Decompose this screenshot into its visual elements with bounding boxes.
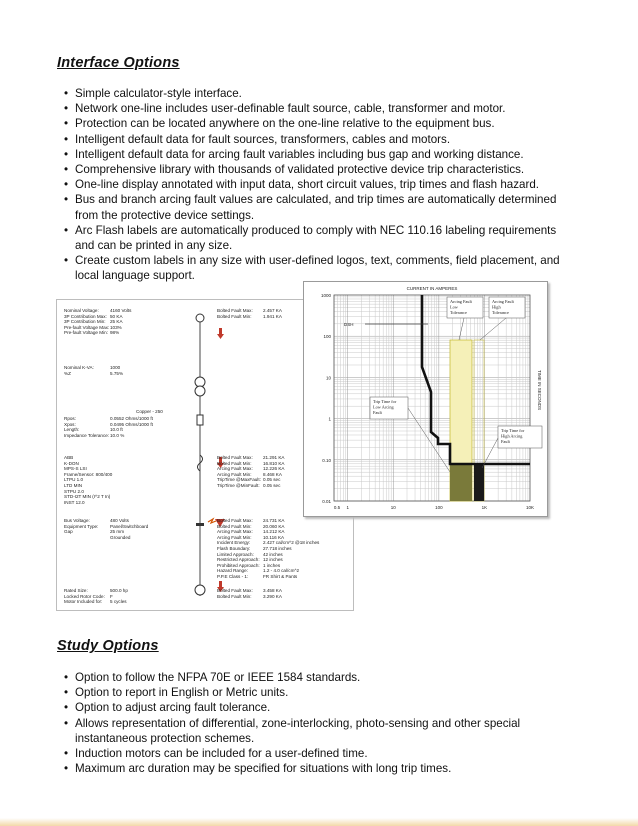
data-label: Length:	[64, 427, 80, 433]
data-value: 0.0495 Ohms/1000 ft	[110, 421, 153, 427]
data-value: 5.75%	[110, 370, 124, 376]
x-tick-label: 100	[435, 505, 443, 510]
data-row	[64, 371, 144, 377]
callout-line: Arcing Fault	[492, 299, 514, 304]
callout-line: Low	[450, 304, 458, 310]
data-value: Panel/Switchboard	[110, 523, 149, 529]
data-label: Arcing Fault Min:	[217, 534, 252, 540]
callout-line: Trip Time for	[501, 428, 525, 433]
data-value: 20.060 KA	[263, 523, 285, 529]
data-value: 24.731 KA	[263, 518, 285, 523]
callout-line: High Arcing	[501, 433, 523, 439]
data-label: Locked Rotor Code:	[64, 593, 105, 599]
x-tick-label: 10	[390, 505, 396, 510]
interface-options-list	[64, 86, 564, 284]
breaker-data	[64, 455, 112, 505]
breaker-line: MPS-S LSI	[64, 466, 87, 472]
breaker-line: STD-I2T MIN (I^2 T In)	[64, 494, 111, 500]
data-value: 1.2 - 4.0 cal/cm^2	[263, 568, 300, 574]
time-current-curve-chart	[303, 281, 548, 517]
data-row	[64, 433, 144, 439]
data-value: 0.05 sec	[263, 482, 281, 488]
y-tick-label: 0.10	[322, 457, 331, 463]
y-tick-label: 1	[328, 416, 331, 422]
bullet-item: • Intelligent default data for arcing fault variables including bus gap and working distance.	[64, 147, 564, 162]
callout-line: Tolerance	[450, 310, 467, 315]
bullet-item: • Simple calculator-style interface.	[64, 86, 564, 101]
data-value: 5 cycles	[110, 599, 127, 605]
data-label: Incident Energy:	[217, 540, 251, 546]
data-label: Bolted Fault Max:	[217, 588, 253, 593]
bullet-item: • Comprehensive library with thousands of validated protective device trip characteristics.	[64, 162, 564, 177]
data-label: Nominal K-VA:	[64, 365, 94, 370]
data-label: Pre-fault Voltage Min:	[64, 330, 108, 336]
data-value: 16.810 KA	[263, 460, 285, 466]
trip-low-block	[450, 464, 472, 501]
data-value: 2.427 cal/cm^2 @18 inches	[263, 540, 320, 546]
x-tick-label: 1K	[481, 505, 488, 510]
bullet-item: • Network one-line includes user-definable fault source, cable, transformer and motor.	[64, 101, 564, 116]
bullet-item: • Option to report in English or Metric units.	[64, 685, 544, 700]
data-value: 12 inches	[263, 557, 283, 563]
data-label: Bolted Fault Min:	[217, 460, 252, 466]
data-label: Bolted Fault Min:	[217, 593, 252, 599]
callout-line: Fault	[373, 410, 382, 415]
y-tick-label: 1000	[320, 293, 331, 298]
data-value: 25 mm	[110, 529, 125, 535]
breaker-line: Frame/Sensor: 800/400	[64, 471, 113, 477]
data-label: Rpos:	[64, 416, 77, 421]
data-label: P.P.E Class - 1:	[217, 573, 249, 579]
data-label: Rated Size:	[64, 588, 88, 593]
data-label: Prohibited Approach:	[217, 562, 260, 568]
data-value: 14.212 KA	[263, 529, 285, 535]
data-value: 4160 Volts	[110, 308, 132, 313]
data-value: 0.0552 Ohms/1000 ft	[110, 416, 153, 421]
data-label: Bolted Fault Min:	[217, 523, 252, 529]
bullet-item: • Allows representation of differential, zone-interlocking, photo-sensing and other special instantaneous protection schemes.	[64, 716, 544, 746]
data-label: Arcing Fault Max:	[217, 529, 253, 535]
transformer-data	[64, 365, 144, 376]
data-label: Xpos:	[64, 421, 76, 427]
data-row	[64, 535, 144, 541]
bullet-item: • Arc Flash labels are automatically produced to comply with NEC 110.16 labeling requirements and can be printed in any size.	[64, 223, 564, 253]
data-value: 3.290 KA	[263, 593, 282, 599]
callout-line: Fault	[501, 439, 510, 444]
x-tick-label: 1	[346, 505, 349, 510]
data-value: 103%	[110, 324, 122, 330]
breaker-line: LTD MIN	[64, 482, 83, 488]
data-value: 480 Volts	[110, 518, 129, 523]
data-label: Bolted Fault Max:	[217, 518, 253, 523]
bullet-item: • Intelligent default data for fault sources, transformers, cables and motors.	[64, 132, 564, 147]
tcc-plot	[304, 282, 549, 518]
bullet-item: • Protection can be located anywhere on the one-line relative to the equipment bus.	[64, 116, 564, 131]
data-value: 42 inches	[263, 551, 283, 557]
data-label: Hazard Range:	[217, 568, 248, 574]
data-row	[64, 599, 144, 605]
bullet-item: • One-line display annotated with input data, short circuit values, trip times and flash hazard.	[64, 177, 564, 192]
bullet-item: • Option to adjust arcing fault tolerance.	[64, 700, 544, 715]
data-label: Bolted Fault Min:	[217, 313, 252, 319]
breaker-fault-data	[217, 455, 297, 489]
x-tick-label: 0.5	[333, 505, 341, 510]
data-value: 12.226 KA	[263, 466, 285, 472]
bullet-item: • Create custom labels in any size with user-defined logos, text, comments, field placement, and local language support.	[64, 253, 564, 283]
y-tick-label: 0.01	[322, 499, 331, 504]
data-value: 10.116 KA	[263, 534, 285, 540]
data-label: Bus Voltage:	[64, 518, 90, 523]
data-value: FR Shirt & Pants	[263, 573, 298, 579]
chart-title: CURRENT IN AMPERES	[406, 286, 458, 291]
breaker-line: ABB	[64, 455, 74, 460]
data-value: 0.05 sec	[263, 477, 281, 483]
cable-heading: Copper - 250	[136, 409, 163, 414]
y-tick-label: 10	[325, 375, 331, 381]
data-row	[217, 594, 297, 600]
cable-data	[64, 416, 153, 438]
data-row	[217, 314, 297, 320]
breaker-line: K-DON	[64, 460, 79, 466]
data-value: 50 KA	[110, 313, 123, 319]
breaker-line: INST 12.0	[64, 499, 85, 505]
x-tick-label: 10K	[525, 505, 535, 510]
bullet-item: • Maximum arc duration may be specified for situations with long trip times.	[64, 761, 544, 776]
data-label: Pre-fault Voltage Max:	[64, 324, 110, 330]
data-row	[217, 574, 297, 580]
data-label: Bolted Fault Max:	[217, 308, 253, 313]
data-value: 8.468 KA	[263, 471, 282, 477]
breaker-line: STPU 2.0	[64, 488, 84, 494]
callout-line: High	[492, 304, 501, 310]
data-label	[64, 535, 110, 541]
interface-options-heading: Interface Options	[57, 55, 180, 71]
data-label: TripTime @MaxFault:	[217, 477, 261, 483]
data-label: Equipment Type:	[64, 523, 99, 529]
callout-line: Arcing Fault	[450, 299, 472, 304]
data-label: Bolted Fault Max:	[217, 455, 253, 460]
data-label: Impedance Tolerance:	[64, 432, 110, 438]
callout-line: Tolerance	[492, 310, 509, 315]
motor-data	[64, 588, 144, 605]
dsh-label: DSH	[344, 322, 354, 327]
data-label: 3P Contribution Max:	[64, 313, 107, 319]
motor-fault-data	[217, 588, 297, 599]
data-label: Arcing Fault Min:	[217, 471, 252, 477]
data-row	[64, 330, 144, 336]
bus-data	[64, 518, 149, 540]
data-value: 1000	[110, 365, 121, 370]
data-value: 10.0 ft	[110, 427, 123, 433]
data-row	[217, 483, 297, 489]
callout-line: Trip Time for	[373, 399, 397, 404]
data-label: Motor Included for:	[64, 599, 103, 605]
data-value: 2.457 KA	[263, 308, 282, 313]
bullet-item: • Induction motors can be included for a user-defined time.	[64, 746, 544, 761]
source-data	[64, 308, 144, 336]
data-label: Gap	[64, 529, 73, 535]
callout-line: Low Arcing	[373, 404, 394, 410]
data-value: 98%	[110, 330, 120, 336]
study-options-heading: Study Options	[57, 638, 159, 654]
source-fault-data	[217, 308, 297, 319]
bullet-item: • Option to follow the NFPA 70E or IEEE 1584 standards.	[64, 670, 544, 685]
arc-flash-figure	[56, 281, 548, 611]
data-label: Flash Boundary:	[217, 545, 251, 551]
page-bottom-edge	[0, 818, 638, 826]
bullet-item: • Bus and branch arcing fault values are calculated, and trip times are automatically determined from the protective device settings.	[64, 192, 564, 222]
data-label: Restricted Approach:	[217, 557, 260, 563]
breaker-line: LTPU 1.0	[64, 477, 84, 483]
data-value: 3.458 KA	[263, 588, 282, 593]
data-value: 21.291 KA	[263, 455, 285, 460]
y-tick-label: 100	[323, 334, 331, 340]
data-value: 1 inches	[263, 562, 281, 568]
data-value: 1.941 KA	[263, 313, 282, 319]
data-label: 3P Contribution Min:	[64, 319, 106, 325]
data-value: 10.0 %	[110, 432, 125, 438]
data-label: TripTime @MinFault:	[217, 482, 260, 488]
data-label: Arcing Fault Max:	[217, 466, 253, 472]
data-label: %Z	[64, 370, 71, 376]
data-value: 25 KA	[110, 319, 123, 325]
study-options-list	[64, 670, 544, 776]
data-value: 500.0 hp	[110, 588, 128, 593]
data-value: Grounded	[110, 534, 131, 540]
data-label: Limited Approach:	[217, 551, 254, 557]
data-value: 27.718 inches	[263, 545, 292, 551]
y-axis-label: TIME IN SECONDS	[537, 370, 542, 411]
data-value: F	[110, 593, 113, 599]
data-label: Nominal Voltage:	[64, 308, 99, 313]
trip-high-block	[474, 464, 484, 501]
bus-fault-data	[217, 518, 320, 580]
